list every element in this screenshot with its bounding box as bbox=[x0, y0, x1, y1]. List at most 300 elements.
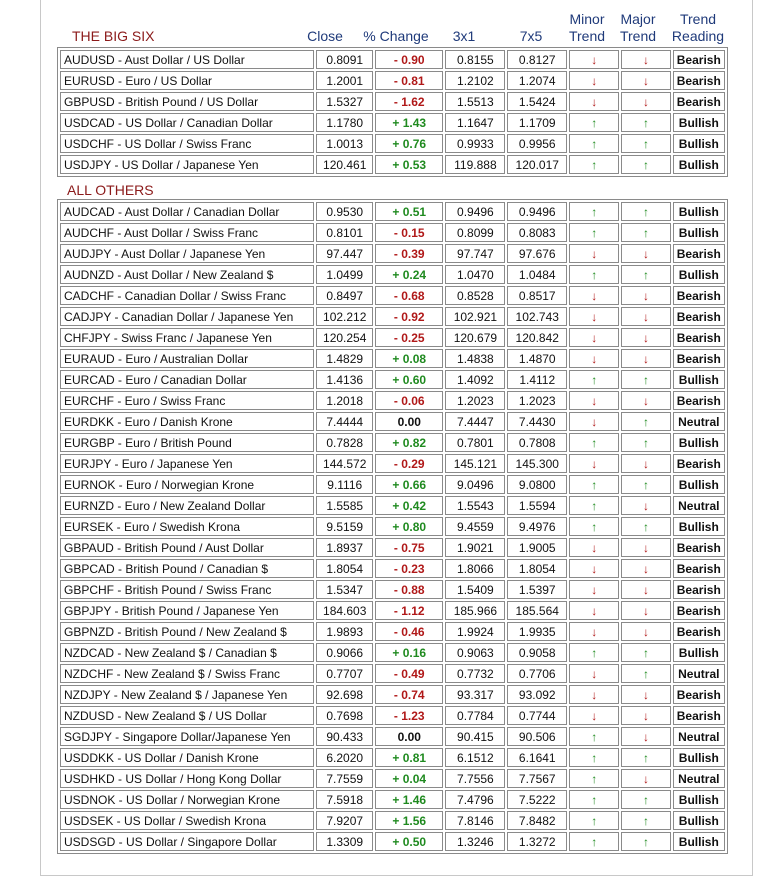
trend-reading-cell: Bearish bbox=[673, 349, 725, 368]
table-row bbox=[60, 517, 725, 536]
sma7-cell: 1.5424 bbox=[507, 92, 567, 111]
minor-trend-arrow-icon: ↓ bbox=[569, 601, 619, 620]
table-row bbox=[60, 664, 725, 683]
major-trend-arrow-icon: ↓ bbox=[621, 706, 670, 725]
close-cell: 0.8497 bbox=[316, 286, 373, 305]
major-trend-arrow-icon: ↓ bbox=[621, 286, 670, 305]
pair-cell: USDDKK - US Dollar / Danish Krone bbox=[60, 748, 314, 767]
minor-trend-arrow-icon: ↑ bbox=[569, 223, 619, 242]
sma3-cell: 0.8528 bbox=[445, 286, 505, 305]
major-trend-arrow-icon: ↑ bbox=[621, 517, 670, 536]
minor-trend-arrow-icon: ↓ bbox=[569, 71, 619, 90]
major-trend-arrow-icon: ↓ bbox=[621, 328, 670, 347]
pair-cell: CADJPY - Canadian Dollar / Japanese Yen bbox=[60, 307, 314, 326]
major-trend-arrow-icon: ↑ bbox=[621, 643, 670, 662]
close-cell: 7.5918 bbox=[316, 790, 373, 809]
change-cell: - 0.39 bbox=[375, 244, 443, 263]
sma3-cell: 1.1647 bbox=[445, 113, 505, 132]
major-trend-arrow-icon: ↓ bbox=[621, 769, 670, 788]
close-cell: 0.7698 bbox=[316, 706, 373, 725]
close-cell: 120.461 bbox=[316, 155, 373, 174]
close-cell: 1.5347 bbox=[316, 580, 373, 599]
table-row bbox=[60, 496, 725, 515]
major-trend-arrow-icon: ↓ bbox=[621, 601, 670, 620]
table-row bbox=[60, 71, 725, 90]
table-row bbox=[60, 685, 725, 704]
minor-trend-arrow-icon: ↑ bbox=[569, 748, 619, 767]
change-cell: + 0.16 bbox=[375, 643, 443, 662]
close-cell: 92.698 bbox=[316, 685, 373, 704]
pair-cell: SGDJPY - Singapore Dollar/Japanese Yen bbox=[60, 727, 314, 746]
trend-reading-cell: Bearish bbox=[673, 244, 725, 263]
change-cell: - 0.23 bbox=[375, 559, 443, 578]
change-cell: + 0.82 bbox=[375, 433, 443, 452]
major-trend-arrow-icon: ↑ bbox=[621, 748, 670, 767]
trend-reading-cell: Neutral bbox=[673, 412, 725, 431]
sma3-cell: 1.0470 bbox=[445, 265, 505, 284]
close-cell: 102.212 bbox=[316, 307, 373, 326]
sma7-cell: 1.1709 bbox=[507, 113, 567, 132]
header-minor-trend-label: Trend bbox=[568, 28, 606, 44]
trend-reading-cell: Bullish bbox=[673, 832, 725, 851]
minor-trend-arrow-icon: ↑ bbox=[569, 769, 619, 788]
sma7-cell: 1.9005 bbox=[507, 538, 567, 557]
table-row bbox=[60, 811, 725, 830]
close-cell: 1.4136 bbox=[316, 370, 373, 389]
change-cell: 0.00 bbox=[375, 412, 443, 431]
sma3-cell: 1.3246 bbox=[445, 832, 505, 851]
close-cell: 97.447 bbox=[316, 244, 373, 263]
trend-reading-cell: Bullish bbox=[673, 433, 725, 452]
sma3-cell: 0.9496 bbox=[445, 202, 505, 221]
major-trend-arrow-icon: ↓ bbox=[621, 580, 670, 599]
change-cell: - 1.23 bbox=[375, 706, 443, 725]
change-cell: - 0.74 bbox=[375, 685, 443, 704]
major-trend-arrow-icon: ↑ bbox=[621, 202, 670, 221]
major-trend-arrow-icon: ↑ bbox=[621, 790, 670, 809]
table-row bbox=[60, 601, 725, 620]
trend-reading-cell: Bullish bbox=[673, 202, 725, 221]
close-cell: 1.0499 bbox=[316, 265, 373, 284]
sma7-cell: 7.5222 bbox=[507, 790, 567, 809]
trend-reading-cell: Bearish bbox=[673, 580, 725, 599]
header-reading-label: Reading bbox=[671, 28, 725, 44]
sma7-cell: 0.7808 bbox=[507, 433, 567, 452]
sma3-cell: 0.9063 bbox=[445, 643, 505, 662]
major-trend-arrow-icon: ↓ bbox=[621, 622, 670, 641]
close-cell: 0.7707 bbox=[316, 664, 373, 683]
close-cell: 1.3309 bbox=[316, 832, 373, 851]
close-cell: 0.9066 bbox=[316, 643, 373, 662]
sma3-cell: 9.0496 bbox=[445, 475, 505, 494]
sma3-cell: 9.4559 bbox=[445, 517, 505, 536]
trend-reading-cell: Bearish bbox=[673, 92, 725, 111]
forex-trend-report bbox=[57, 9, 728, 854]
table-row bbox=[60, 265, 725, 284]
sma7-cell: 1.4112 bbox=[507, 370, 567, 389]
pair-cell: USDCHF - US Dollar / Swiss Franc bbox=[60, 134, 314, 153]
sma7-cell: 1.5397 bbox=[507, 580, 567, 599]
sma3-cell: 0.7801 bbox=[445, 433, 505, 452]
minor-trend-arrow-icon: ↑ bbox=[569, 370, 619, 389]
table-row bbox=[60, 328, 725, 347]
close-cell: 0.9530 bbox=[316, 202, 373, 221]
change-cell: - 0.46 bbox=[375, 622, 443, 641]
close-cell: 0.8091 bbox=[316, 50, 373, 69]
close-cell: 1.5327 bbox=[316, 92, 373, 111]
sma3-cell: 1.8066 bbox=[445, 559, 505, 578]
trend-reading-cell: Bearish bbox=[673, 559, 725, 578]
minor-trend-arrow-icon: ↓ bbox=[569, 244, 619, 263]
change-cell: - 0.25 bbox=[375, 328, 443, 347]
sma7-cell: 0.7706 bbox=[507, 664, 567, 683]
pair-cell: CADCHF - Canadian Dollar / Swiss Franc bbox=[60, 286, 314, 305]
sma7-cell: 1.3272 bbox=[507, 832, 567, 851]
close-cell: 90.433 bbox=[316, 727, 373, 746]
sma3-cell: 7.7556 bbox=[445, 769, 505, 788]
sma3-cell: 120.679 bbox=[445, 328, 505, 347]
close-cell: 0.7828 bbox=[316, 433, 373, 452]
minor-trend-arrow-icon: ↑ bbox=[569, 643, 619, 662]
sma3-cell: 1.4838 bbox=[445, 349, 505, 368]
minor-trend-arrow-icon: ↑ bbox=[569, 113, 619, 132]
major-trend-arrow-icon: ↓ bbox=[621, 391, 670, 410]
pair-cell: USDNOK - US Dollar / Norwegian Krone bbox=[60, 790, 314, 809]
sma7-cell: 1.9935 bbox=[507, 622, 567, 641]
sma3-cell: 1.2023 bbox=[445, 391, 505, 410]
trend-reading-cell: Neutral bbox=[673, 496, 725, 515]
trend-reading-cell: Bearish bbox=[673, 538, 725, 557]
major-trend-arrow-icon: ↑ bbox=[621, 370, 670, 389]
minor-trend-arrow-icon: ↓ bbox=[569, 349, 619, 368]
major-trend-arrow-icon: ↑ bbox=[621, 223, 670, 242]
table-row bbox=[60, 748, 725, 767]
minor-trend-arrow-icon: ↓ bbox=[569, 286, 619, 305]
major-trend-arrow-icon: ↓ bbox=[621, 454, 670, 473]
pair-cell: GBPAUD - British Pound / Aust Dollar bbox=[60, 538, 314, 557]
trend-reading-cell: Bullish bbox=[673, 748, 725, 767]
close-cell: 1.1780 bbox=[316, 113, 373, 132]
pair-cell: AUDUSD - Aust Dollar / US Dollar bbox=[60, 50, 314, 69]
trend-reading-cell: Neutral bbox=[673, 769, 725, 788]
change-cell: + 0.81 bbox=[375, 748, 443, 767]
table-row bbox=[60, 769, 725, 788]
pair-cell: NZDCAD - New Zealand $ / Canadian $ bbox=[60, 643, 314, 662]
pair-cell: EURUSD - Euro / US Dollar bbox=[60, 71, 314, 90]
trend-reading-cell: Bearish bbox=[673, 454, 725, 473]
table-row bbox=[60, 832, 725, 851]
pair-cell: GBPCHF - British Pound / Swiss Franc bbox=[60, 580, 314, 599]
pair-cell: EURNOK - Euro / Norwegian Krone bbox=[60, 475, 314, 494]
table-row bbox=[60, 307, 725, 326]
change-cell: + 0.42 bbox=[375, 496, 443, 515]
major-trend-arrow-icon: ↑ bbox=[621, 475, 670, 494]
minor-trend-arrow-icon: ↓ bbox=[569, 92, 619, 111]
sma7-cell: 1.2023 bbox=[507, 391, 567, 410]
sma3-cell: 1.2102 bbox=[445, 71, 505, 90]
big-six-body bbox=[60, 50, 725, 174]
pair-cell: GBPCAD - British Pound / Canadian $ bbox=[60, 559, 314, 578]
sma7-cell: 185.564 bbox=[507, 601, 567, 620]
sma7-cell: 1.0484 bbox=[507, 265, 567, 284]
major-trend-arrow-icon: ↓ bbox=[621, 307, 670, 326]
all-others-table bbox=[57, 199, 728, 854]
sma7-cell: 97.676 bbox=[507, 244, 567, 263]
table-row bbox=[60, 727, 725, 746]
table-row bbox=[60, 244, 725, 263]
trend-reading-cell: Bearish bbox=[673, 50, 725, 69]
sma3-cell: 185.966 bbox=[445, 601, 505, 620]
table-row bbox=[60, 134, 725, 153]
trend-reading-cell: Bullish bbox=[673, 134, 725, 153]
sma3-cell: 1.4092 bbox=[445, 370, 505, 389]
trend-reading-cell: Bearish bbox=[673, 622, 725, 641]
minor-trend-arrow-icon: ↓ bbox=[569, 307, 619, 326]
minor-trend-arrow-icon: ↓ bbox=[569, 412, 619, 431]
change-cell: + 0.66 bbox=[375, 475, 443, 494]
table-row bbox=[60, 50, 725, 69]
minor-trend-arrow-icon: ↑ bbox=[569, 790, 619, 809]
sma3-cell: 97.747 bbox=[445, 244, 505, 263]
sma7-cell: 7.4430 bbox=[507, 412, 567, 431]
trend-reading-cell: Bullish bbox=[673, 517, 725, 536]
trend-reading-cell: Bearish bbox=[673, 307, 725, 326]
change-cell: - 0.92 bbox=[375, 307, 443, 326]
table-row bbox=[60, 113, 725, 132]
change-cell: + 0.08 bbox=[375, 349, 443, 368]
major-trend-arrow-icon: ↓ bbox=[621, 538, 670, 557]
table-row bbox=[60, 706, 725, 725]
table-row bbox=[60, 92, 725, 111]
major-trend-arrow-icon: ↓ bbox=[621, 559, 670, 578]
table-row bbox=[60, 155, 725, 174]
table-row bbox=[60, 454, 725, 473]
trend-reading-cell: Bearish bbox=[673, 706, 725, 725]
header-trend-label: Trend bbox=[679, 11, 717, 27]
table-row bbox=[60, 202, 725, 221]
pair-cell: EURSEK - Euro / Swedish Krona bbox=[60, 517, 314, 536]
major-trend-arrow-icon: ↓ bbox=[621, 496, 670, 515]
table-row bbox=[60, 538, 725, 557]
minor-trend-arrow-icon: ↓ bbox=[569, 706, 619, 725]
major-trend-arrow-icon: ↓ bbox=[621, 685, 670, 704]
header-minor-label: Minor bbox=[569, 11, 605, 27]
sma3-cell: 6.1512 bbox=[445, 748, 505, 767]
sma7-cell: 0.9956 bbox=[507, 134, 567, 153]
sma7-cell: 1.8054 bbox=[507, 559, 567, 578]
pair-cell: AUDJPY - Aust Dollar / Japanese Yen bbox=[60, 244, 314, 263]
minor-trend-arrow-icon: ↓ bbox=[569, 622, 619, 641]
change-cell: 0.00 bbox=[375, 727, 443, 746]
pair-cell: USDHKD - US Dollar / Hong Kong Dollar bbox=[60, 769, 314, 788]
change-cell: + 0.50 bbox=[375, 832, 443, 851]
trend-reading-cell: Bullish bbox=[673, 370, 725, 389]
trend-reading-cell: Bullish bbox=[673, 811, 725, 830]
table-row bbox=[60, 580, 725, 599]
close-cell: 144.572 bbox=[316, 454, 373, 473]
close-cell: 6.2020 bbox=[316, 748, 373, 767]
change-cell: - 1.62 bbox=[375, 92, 443, 111]
change-cell: + 1.56 bbox=[375, 811, 443, 830]
trend-reading-cell: Bearish bbox=[673, 601, 725, 620]
minor-trend-arrow-icon: ↓ bbox=[569, 580, 619, 599]
trend-reading-cell: Neutral bbox=[673, 727, 725, 746]
sma3-cell: 1.5543 bbox=[445, 496, 505, 515]
header-minor-trend bbox=[563, 11, 611, 45]
sma7-cell: 90.506 bbox=[507, 727, 567, 746]
table-row bbox=[60, 475, 725, 494]
change-cell: + 1.46 bbox=[375, 790, 443, 809]
close-cell: 0.8101 bbox=[316, 223, 373, 242]
change-cell: + 0.53 bbox=[375, 155, 443, 174]
close-cell: 1.9893 bbox=[316, 622, 373, 641]
sma7-cell: 102.743 bbox=[507, 307, 567, 326]
close-cell: 9.5159 bbox=[316, 517, 373, 536]
sma7-cell: 0.9058 bbox=[507, 643, 567, 662]
minor-trend-arrow-icon: ↑ bbox=[569, 134, 619, 153]
change-cell: - 0.75 bbox=[375, 538, 443, 557]
pair-cell: EURGBP - Euro / British Pound bbox=[60, 433, 314, 452]
pair-cell: NZDCHF - New Zealand $ / Swiss Franc bbox=[60, 664, 314, 683]
major-trend-arrow-icon: ↑ bbox=[621, 155, 670, 174]
trend-reading-cell: Neutral bbox=[673, 664, 725, 683]
sma3-cell: 93.317 bbox=[445, 685, 505, 704]
sma7-cell: 93.092 bbox=[507, 685, 567, 704]
trend-reading-cell: Bearish bbox=[673, 328, 725, 347]
minor-trend-arrow-icon: ↓ bbox=[569, 391, 619, 410]
close-cell: 7.7559 bbox=[316, 769, 373, 788]
pair-cell: USDSEK - US Dollar / Swedish Krona bbox=[60, 811, 314, 830]
sma7-cell: 0.9496 bbox=[507, 202, 567, 221]
sma3-cell: 0.9933 bbox=[445, 134, 505, 153]
section-title-big-six: THE BIG SIX bbox=[72, 28, 155, 44]
trend-reading-cell: Bearish bbox=[673, 391, 725, 410]
change-cell: - 0.06 bbox=[375, 391, 443, 410]
sma7-cell: 0.8127 bbox=[507, 50, 567, 69]
pair-cell: USDSGD - US Dollar / Singapore Dollar bbox=[60, 832, 314, 851]
trend-reading-cell: Bullish bbox=[673, 790, 725, 809]
minor-trend-arrow-icon: ↑ bbox=[569, 517, 619, 536]
major-trend-arrow-icon: ↑ bbox=[621, 412, 670, 431]
header-3x1: 3x1 bbox=[452, 28, 476, 44]
pair-cell: GBPJPY - British Pound / Japanese Yen bbox=[60, 601, 314, 620]
section-title-all-others: ALL OTHERS bbox=[67, 182, 154, 198]
minor-trend-arrow-icon: ↓ bbox=[569, 664, 619, 683]
table-row bbox=[60, 391, 725, 410]
major-trend-arrow-icon: ↓ bbox=[621, 92, 670, 111]
header-major-label: Major bbox=[620, 11, 656, 27]
minor-trend-arrow-icon: ↑ bbox=[569, 265, 619, 284]
table-row bbox=[60, 433, 725, 452]
pair-cell: USDJPY - US Dollar / Japanese Yen bbox=[60, 155, 314, 174]
minor-trend-arrow-icon: ↑ bbox=[569, 727, 619, 746]
change-cell: + 1.43 bbox=[375, 113, 443, 132]
pair-cell: AUDCAD - Aust Dollar / Canadian Dollar bbox=[60, 202, 314, 221]
pair-cell: EURDKK - Euro / Danish Krone bbox=[60, 412, 314, 431]
change-cell: - 0.81 bbox=[375, 71, 443, 90]
change-cell: - 0.88 bbox=[375, 580, 443, 599]
sma3-cell: 90.415 bbox=[445, 727, 505, 746]
table-row bbox=[60, 412, 725, 431]
table-row bbox=[60, 622, 725, 641]
trend-reading-cell: Bullish bbox=[673, 223, 725, 242]
major-trend-arrow-icon: ↑ bbox=[621, 433, 670, 452]
table-row bbox=[60, 370, 725, 389]
sma3-cell: 0.7784 bbox=[445, 706, 505, 725]
minor-trend-arrow-icon: ↑ bbox=[569, 832, 619, 851]
major-trend-arrow-icon: ↓ bbox=[621, 50, 670, 69]
close-cell: 1.8054 bbox=[316, 559, 373, 578]
sma7-cell: 120.017 bbox=[507, 155, 567, 174]
sma3-cell: 102.921 bbox=[445, 307, 505, 326]
header-close: Close bbox=[307, 28, 343, 44]
all-others-body bbox=[60, 202, 725, 851]
close-cell: 1.0013 bbox=[316, 134, 373, 153]
header-major-trend bbox=[614, 11, 662, 45]
sma3-cell: 1.5409 bbox=[445, 580, 505, 599]
pair-cell: GBPNZD - British Pound / New Zealand $ bbox=[60, 622, 314, 641]
pair-cell: AUDCHF - Aust Dollar / Swiss Franc bbox=[60, 223, 314, 242]
minor-trend-arrow-icon: ↑ bbox=[569, 496, 619, 515]
pair-cell: EURCHF - Euro / Swiss Franc bbox=[60, 391, 314, 410]
sma7-cell: 6.1641 bbox=[507, 748, 567, 767]
sma3-cell: 0.8155 bbox=[445, 50, 505, 69]
sma7-cell: 7.8482 bbox=[507, 811, 567, 830]
sma7-cell: 9.4976 bbox=[507, 517, 567, 536]
close-cell: 120.254 bbox=[316, 328, 373, 347]
minor-trend-arrow-icon: ↑ bbox=[569, 475, 619, 494]
change-cell: - 0.15 bbox=[375, 223, 443, 242]
close-cell: 9.1116 bbox=[316, 475, 373, 494]
major-trend-arrow-icon: ↓ bbox=[621, 727, 670, 746]
close-cell: 1.8937 bbox=[316, 538, 373, 557]
trend-reading-cell: Bullish bbox=[673, 113, 725, 132]
table-row bbox=[60, 223, 725, 242]
sma3-cell: 0.7732 bbox=[445, 664, 505, 683]
close-cell: 7.4444 bbox=[316, 412, 373, 431]
header-7x5: 7x5 bbox=[519, 28, 543, 44]
table-row bbox=[60, 349, 725, 368]
sma7-cell: 0.8083 bbox=[507, 223, 567, 242]
close-cell: 1.2001 bbox=[316, 71, 373, 90]
sma7-cell: 7.7567 bbox=[507, 769, 567, 788]
close-cell: 184.603 bbox=[316, 601, 373, 620]
change-cell: + 0.76 bbox=[375, 134, 443, 153]
trend-reading-cell: Bullish bbox=[673, 475, 725, 494]
change-cell: - 0.29 bbox=[375, 454, 443, 473]
change-cell: + 0.80 bbox=[375, 517, 443, 536]
sma3-cell: 1.9924 bbox=[445, 622, 505, 641]
minor-trend-arrow-icon: ↓ bbox=[569, 454, 619, 473]
major-trend-arrow-icon: ↓ bbox=[621, 71, 670, 90]
table-row bbox=[60, 643, 725, 662]
change-cell: - 0.68 bbox=[375, 286, 443, 305]
sma7-cell: 145.300 bbox=[507, 454, 567, 473]
sma3-cell: 1.9021 bbox=[445, 538, 505, 557]
major-trend-arrow-icon: ↑ bbox=[621, 134, 670, 153]
header-change: % Change bbox=[363, 28, 429, 44]
trend-reading-cell: Bearish bbox=[673, 71, 725, 90]
trend-reading-cell: Bullish bbox=[673, 265, 725, 284]
change-cell: + 0.51 bbox=[375, 202, 443, 221]
sma3-cell: 0.8099 bbox=[445, 223, 505, 242]
pair-cell: CHFJPY - Swiss Franc / Japanese Yen bbox=[60, 328, 314, 347]
close-cell: 1.2018 bbox=[316, 391, 373, 410]
sma3-cell: 7.4796 bbox=[445, 790, 505, 809]
close-cell: 1.4829 bbox=[316, 349, 373, 368]
minor-trend-arrow-icon: ↓ bbox=[569, 685, 619, 704]
pair-cell: GBPUSD - British Pound / US Dollar bbox=[60, 92, 314, 111]
